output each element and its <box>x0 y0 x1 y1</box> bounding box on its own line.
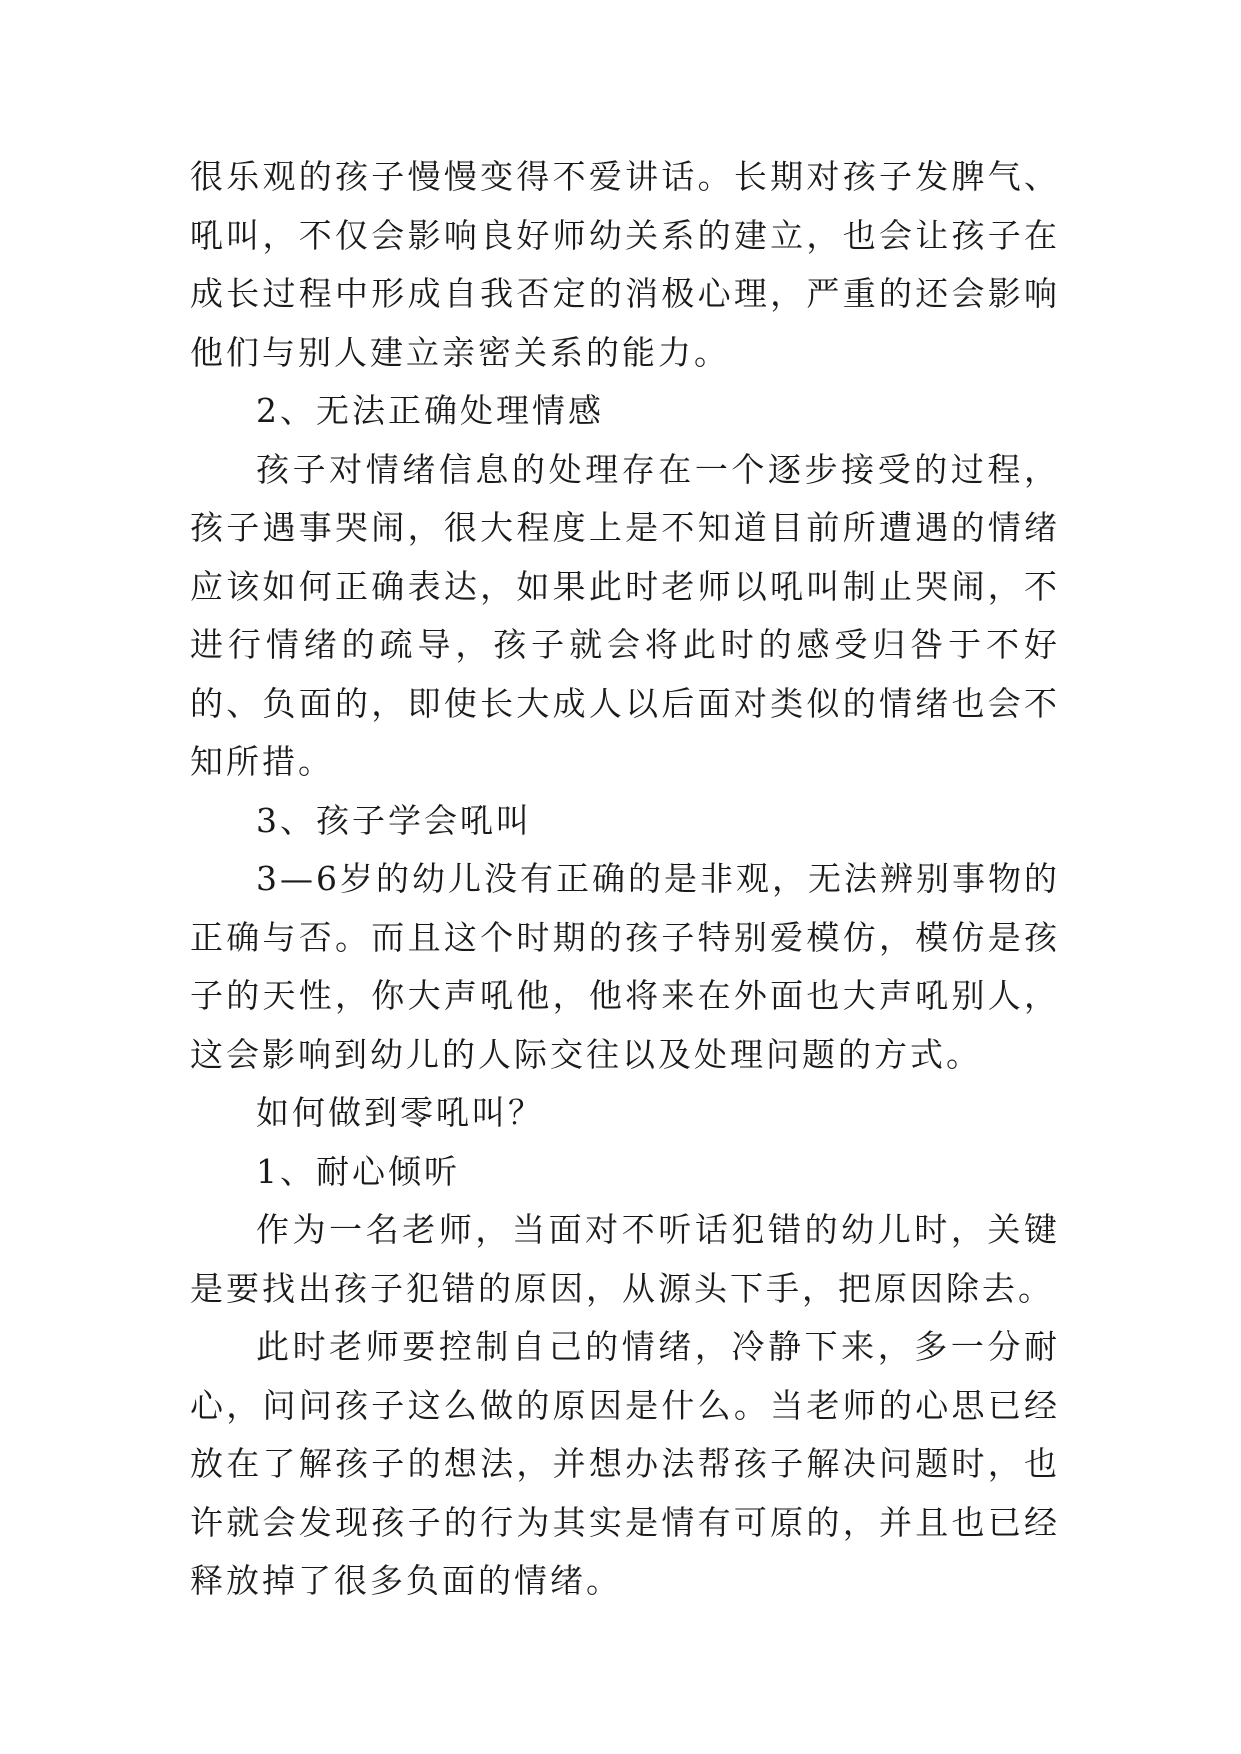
paragraph-find-cause: 作为一名老师，当面对不听话犯错的幼儿时，关键是要找出孩子犯错的原因，从源头下手，把原因除去。 <box>190 1210 1060 1308</box>
section-heading-zero-yelling: 如何做到零吼叫？ <box>256 1093 544 1132</box>
paragraph-control-emotion: 此时老师要控制自己的情绪，冷静下来，多一分耐心，问问孩子这么做的原因是什么。当老师的心思已经放在了解孩子的想法，并想办法帮孩子解决问题时，也许就会发现孩子的行为其实是情有可原的，并且也已经释放掉了很多负面的情绪。 <box>190 1327 1060 1600</box>
section-heading-learn-yelling: 3、孩子学会吼叫 <box>256 800 532 840</box>
document-body <box>190 148 1060 1611</box>
section-heading-emotion-handling: 2、无法正确处理情感 <box>256 391 604 430</box>
paragraph-learn-yelling: 3—6岁的幼儿没有正确的是非观，无法辨别事物的正确与否。而且这个时期的孩子特别爱模仿，模仿是孩子的天性，你大声吼他，他将来在外面也大声吼别人，这会影响到幼儿的人际交往以及处理问题的方式。 <box>190 859 1060 1074</box>
paragraph-emotion-handling: 孩子对情绪信息的处理存在一个逐步接受的过程，孩子遇事哭闹，很大程度上是不知道目前所遭遇的情绪应该如何正确表达，如果此时老师以吼叫制止哭闹，不进行情绪的疏导，孩子就会将此时的感受归咎于不好的、负面的，即使长大成人以后面对类似的情绪也会不知所措。 <box>190 449 1060 781</box>
paragraph-continuation: 很乐观的孩子慢慢变得不爱讲话。长期对孩子发脾气、吼叫，不仅会影响良好师幼关系的建立，也会让孩子在成长过程中形成自我否定的消极心理，严重的还会影响他们与别人建立亲密关系的能力。 <box>190 157 1060 372</box>
subsection-heading-patient-listening: 1、耐心倾听 <box>256 1151 460 1191</box>
